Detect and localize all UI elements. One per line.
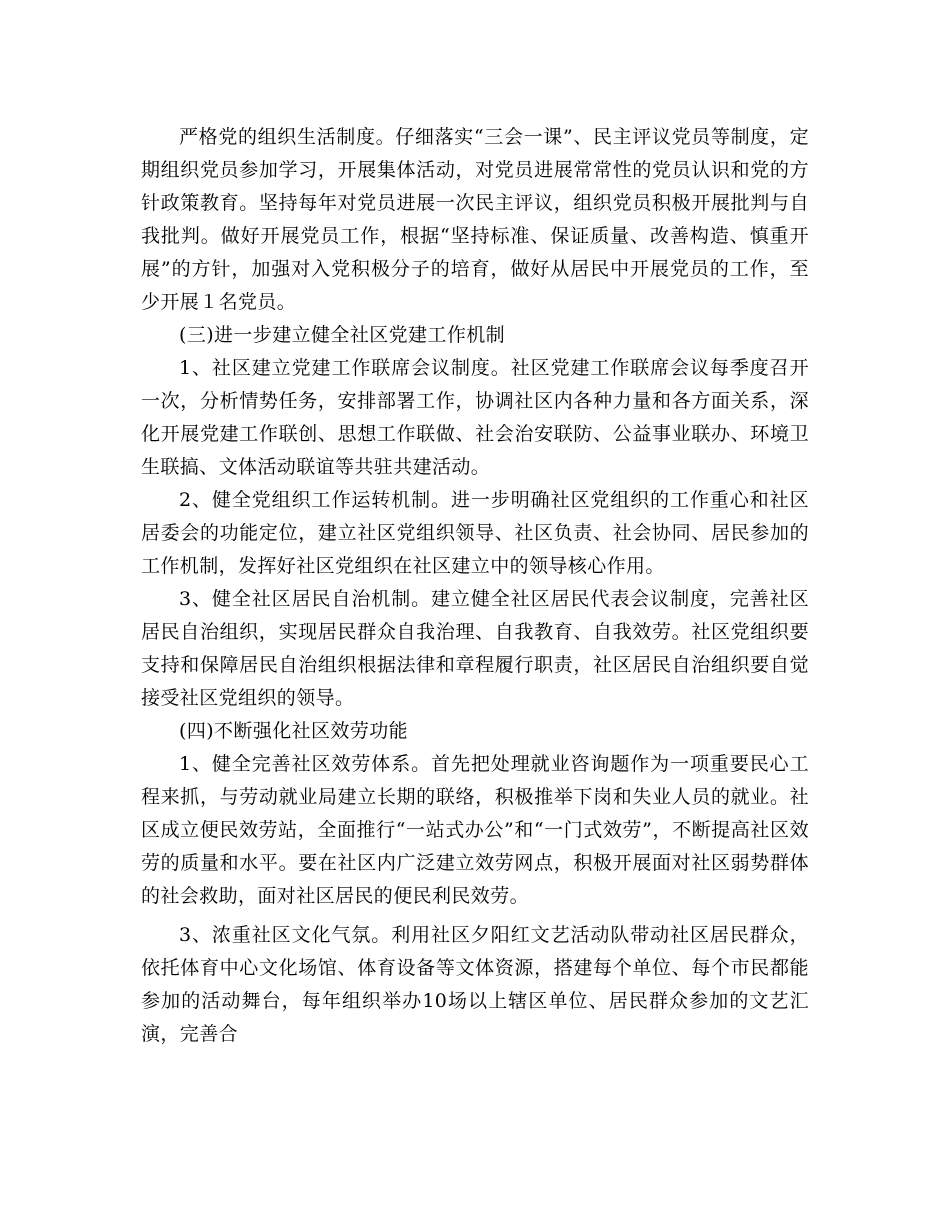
paragraph-party-life: 严格党的组织生活制度。仔细落实“三会一课”、民主评议党员等制度，定期组织党员参加学习，开展集体活动，对党员进展常常性的党员认识和党的方针政策教育。坚持每年对党员进展一次民主评议，组织党员积极开展批判与自我批判。做好开展党员工作，根据“坚持标准、保证质量、改善构造、慎重开展”的方针，加强对入党积极分子的培育，做好从居民中开展党员的工作，至少开展１名党员。 xyxy=(141,126,809,313)
paragraph-operation-mechanism: 2、健全党组织工作运转机制。进一步明确社区党组织的工作重心和社区居委会的功能定位，建立社区党组织领导、社区负责、社会协同、居民参加的工作机制，发挥好社区党组织在社区建立中的领导核心作用。 xyxy=(141,489,809,577)
paragraph-resident-autonomy: 3、健全社区居民自治机制。建立健全社区居民代表会议制度，完善社区居民自治组织，实现居民群众自我治理、自我教育、自我效劳。社区党组织要支持和保障居民自治组织根据法律和章程履行职责，社区居民自治组织要自觉接受社区党组织的领导。 xyxy=(141,588,809,709)
paragraph-service-system: 1、健全完善社区效劳体系。首先把处理就业咨询题作为一项重要民心工程来抓，与劳动就业局建立长期的联络，积极推举下岗和失业人员的就业。社区成立便民效劳站，全面推行“一站式办公”和“一门式效劳”，不断提高社区效劳的质量和水平。要在社区内广泛建立效劳网点，积极开展面对社区弱势群体的社会救助，面对社区居民的便民利民效劳。 xyxy=(141,753,809,907)
section-heading-4: (四)不断强化社区效劳功能 xyxy=(179,720,409,742)
section-heading-3: (三)进一步建立健全社区党建工作机制 xyxy=(179,324,506,346)
paragraph-joint-meeting: 1、社区建立党建工作联席会议制度。社区党建工作联席会议每季度召开一次，分析情势任务，安排部署工作，协调社区内各种力量和各方面关系，深化开展党建工作联创、思想工作联做、社会治安联防、公益事业联办、环境卫生联搞、文体活动联谊等共驻共建活动。 xyxy=(141,357,809,478)
document-body xyxy=(141,121,809,1051)
paragraph-culture: 3、浓重社区文化气氛。利用社区夕阳红文艺活动队带动社区居民群众，依托体育中心文化场馆、体育设备等文体资源，搭建每个单位、每个市民都能参加的活动舞台，每年组织举办10场以上辖区单位、居民群众参加的文艺汇演，完善合 xyxy=(141,924,809,1045)
